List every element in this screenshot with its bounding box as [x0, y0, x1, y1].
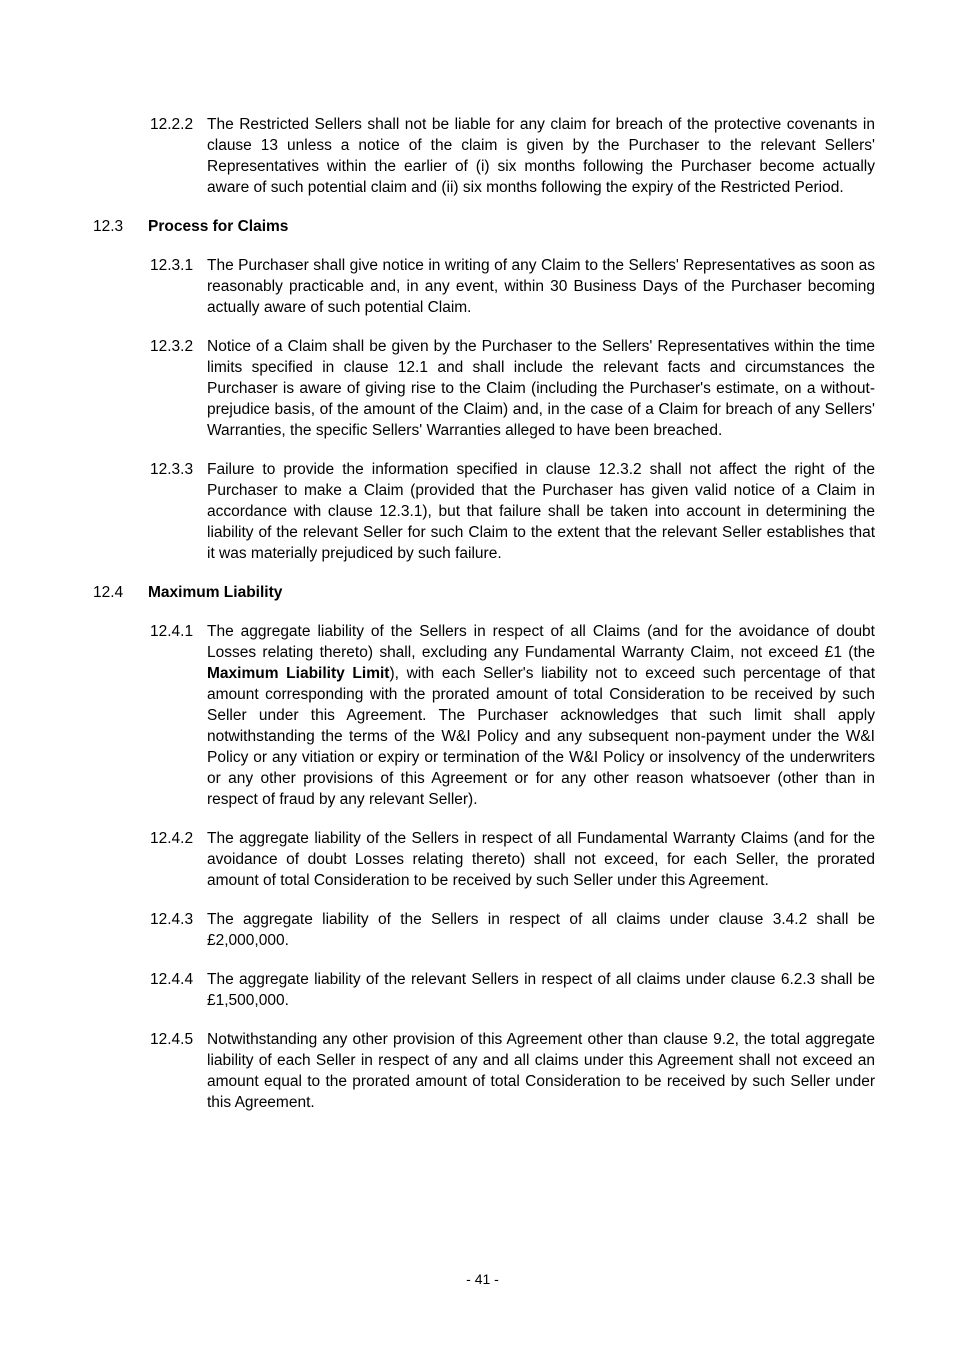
- defined-term: Maximum Liability Limit: [207, 665, 390, 682]
- section-heading: [93, 216, 965, 237]
- clause-number: 12.4.1: [150, 623, 194, 640]
- clause-text: [207, 621, 875, 810]
- text-run: The aggregate liability of the Sellers in respect of all Claims (and for the avoidance of doubt Losses relating thereto) shall, excluding any Fundamental Warranty Claim, not exceed £1 (the: [207, 623, 875, 661]
- clause-number: 12.2.2: [150, 116, 194, 133]
- clause-text: The aggregate liability of the Sellers in respect of all Fundamental Warranty Claims (and for the avoidance of doubt Losses relating thereto) shall not exceed, for each Seller, the prorated amount of total Consideration to be received by such Seller under this Agreement.: [207, 830, 875, 889]
- clause-text: Notice of a Claim shall be given by the Purchaser to the Sellers' Representatives within the time limits specified in clause 12.1 and shall include the relevant facts and circumstances the Purchaser is aware of giving rise to the Claim (including the Purchaser's estimate, on a without-prejudice basis, of the amount of the Claim) and, in the case of a Claim for breach of any Sellers' Warranties, the specific Sellers' Warranties alleged to have been breached.: [207, 338, 875, 439]
- clause-number: 12.3.3: [150, 461, 194, 478]
- clause-number: 12.3.1: [150, 257, 194, 274]
- clause-number: 12.4.3: [150, 911, 194, 928]
- clause-number: 12.3.2: [150, 338, 194, 355]
- clause: [150, 969, 965, 1011]
- clause-text: The Purchaser shall give notice in writing of any Claim to the Sellers' Representatives as soon as reasonably practicable and, in any event, within 30 Business Days of the Purchaser becoming actually aware of such potential Claim.: [207, 257, 875, 316]
- clause: [150, 909, 965, 951]
- section-title: Maximum Liability: [148, 584, 283, 601]
- section-title: Process for Claims: [148, 218, 289, 235]
- clause-number: 12.4: [93, 584, 124, 601]
- clause: [150, 621, 965, 810]
- document-body: [0, 114, 965, 1131]
- clause: [150, 255, 965, 318]
- clause-text: The Restricted Sellers shall not be liable for any claim for breach of the protective covenants in clause 13 unless a notice of the claim is given by the Purchaser to the relevant Sellers' Representatives within the earlier of (i) six months following the Purchaser become actually aware of such potential claim and (ii) six months following the expiry of the Restricted Period.: [207, 116, 875, 196]
- clause-text: The aggregate liability of the Sellers in respect of all claims under clause 3.4.2 shall be £2,000,000.: [207, 911, 875, 949]
- clause-text: Notwithstanding any other provision of this Agreement other than clause 9.2, the total aggregate liability of each Seller in respect of any and all claims under this Agreement shall not exceed an amount equal to the prorated amount of total Consideration to be received by such Seller under this Agreement.: [207, 1031, 875, 1111]
- clause-text: Failure to provide the information specified in clause 12.3.2 shall not affect the right of the Purchaser to make a Claim (provided that the Purchaser has given valid notice of a Claim in accordance with clause 12.3.1), but that failure shall be taken into account in determining the liability of the relevant Seller for such Claim to the extent that the relevant Seller establishes that it was materially prejudiced by such failure.: [207, 461, 875, 562]
- clause-text: The aggregate liability of the relevant Sellers in respect of all claims under clause 6.2.3 shall be £1,500,000.: [207, 971, 875, 1009]
- clause: [150, 336, 965, 441]
- text-run: ), with each Seller's liability not to exceed such percentage of that amount corresponding with the prorated amount of total Consideration to be received by such Seller under this Agreement. The Purchaser acknowledges that such limit shall apply notwithstanding the terms of the W&I Policy and any subsequent non-payment under the W&I Policy or any vitiation or expiry or termination of the W&I Policy or insolvency of the underwriters or any other provisions of this Agreement or for any other reason whatsoever (other than in respect of fraud by any relevant Seller).: [207, 665, 875, 808]
- clause-number: 12.4.2: [150, 830, 194, 847]
- clause: [150, 1029, 965, 1113]
- clause: [150, 114, 965, 198]
- clause: [150, 459, 965, 564]
- clause-number: 12.3: [93, 218, 124, 235]
- page-number: - 41 -: [466, 1271, 499, 1287]
- clause-number: 12.4.4: [150, 971, 194, 988]
- clause-number: 12.4.5: [150, 1031, 194, 1048]
- section-heading: [93, 582, 965, 603]
- clause: [150, 828, 965, 891]
